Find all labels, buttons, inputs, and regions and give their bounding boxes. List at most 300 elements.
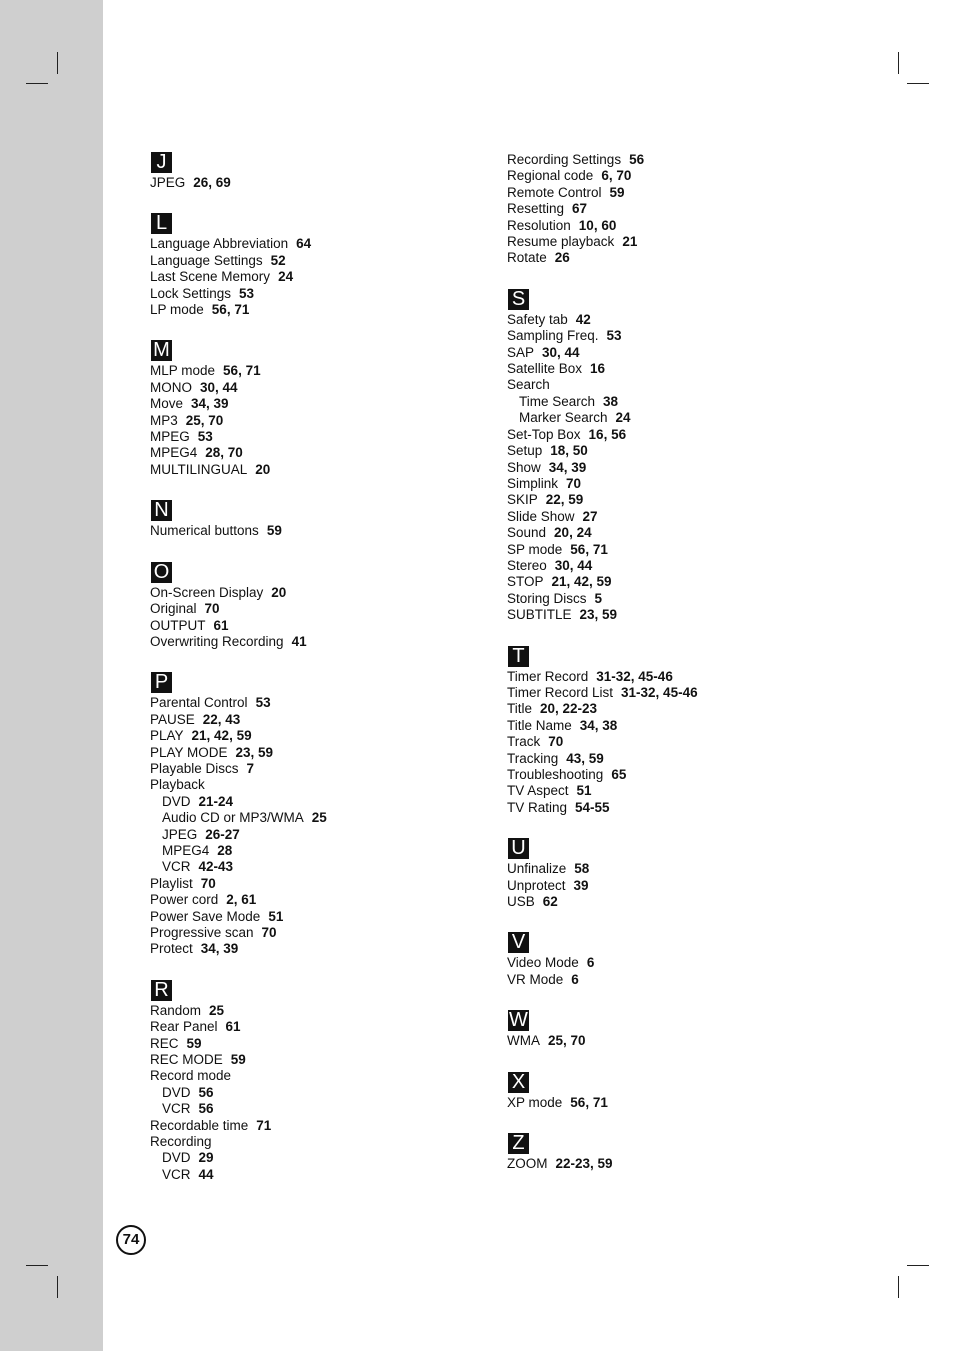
entry-term: Protect [150, 941, 193, 957]
entry-pages: 42-43 [198, 859, 234, 875]
entry-pages: 20, 24 [554, 525, 592, 541]
index-entry [150, 1019, 480, 1035]
entry-term: Search [507, 377, 550, 393]
index-entry [150, 302, 480, 318]
crop-mark [57, 1276, 58, 1298]
entry-term: Slide Show [507, 508, 575, 524]
section-letter: W [509, 1009, 528, 1032]
entry-term: Playable Discs [150, 760, 239, 776]
entry-term: Resetting [507, 201, 565, 217]
index-entry [150, 941, 480, 957]
entry-pages: 53 [197, 429, 213, 445]
index-section [507, 932, 837, 988]
index-section [507, 1072, 837, 1111]
index-entry [507, 734, 837, 750]
index-entry [150, 445, 480, 461]
index-entry [507, 751, 837, 767]
entry-term: Playback [150, 777, 205, 793]
entry-term: SAP [507, 344, 535, 360]
entry-pages: 34, 38 [579, 717, 618, 733]
entry-pages: 6 [586, 955, 595, 971]
index-entry [507, 234, 837, 250]
index-entry [507, 800, 837, 816]
index-entry [507, 218, 837, 234]
entry-term: MPEG [150, 429, 190, 445]
index-subentry [150, 859, 480, 875]
entry-term: REC MODE [150, 1052, 223, 1068]
index-entry [507, 783, 837, 799]
index-section [150, 562, 480, 651]
entry-term: OUTPUT [150, 617, 206, 633]
crop-mark [907, 1265, 929, 1266]
index-section [150, 500, 480, 539]
index-section [507, 646, 837, 817]
entry-pages: 65 [611, 767, 627, 782]
entry-term: Show [507, 459, 541, 475]
index-entry [150, 396, 480, 412]
crop-mark [898, 52, 899, 74]
entry-pages: 22-23, 59 [555, 1156, 613, 1172]
section-letter: O [151, 562, 172, 583]
index-entry [150, 413, 480, 429]
section-letter: Z [508, 1133, 529, 1154]
index-column-left [150, 152, 480, 1183]
section-letter: J [151, 152, 172, 173]
entry-pages: 25, 70 [185, 412, 224, 428]
section-gap [150, 958, 480, 980]
entry-pages: 20, 22-23 [540, 701, 598, 717]
index-entry [507, 152, 837, 168]
entry-pages: 64 [296, 236, 312, 252]
entry-pages: 59 [186, 1035, 202, 1051]
index-entry [150, 286, 480, 302]
entry-term: Timer Record [507, 668, 589, 684]
entry-term: Regional code [507, 168, 594, 184]
entry-term: VCR [162, 859, 191, 875]
entry-pages: 59 [609, 184, 625, 200]
entry-list [150, 236, 480, 318]
index-entry [150, 1052, 480, 1068]
entry-pages: 29 [198, 1150, 214, 1166]
entry-pages: 10, 60 [578, 217, 617, 233]
section-gap [507, 910, 837, 932]
index-section [150, 980, 480, 1183]
entry-pages: 5 [594, 590, 603, 606]
section-gap [507, 1050, 837, 1072]
entry-term: Stereo [507, 557, 547, 573]
entry-term: Track [507, 734, 541, 750]
entry-list [150, 1003, 480, 1183]
entry-term: Lock Settings [150, 285, 232, 301]
index-entry [150, 380, 480, 396]
index-subentry [150, 1167, 480, 1183]
index-entry [507, 492, 837, 508]
entry-pages: 7 [246, 760, 255, 776]
index-section [507, 1133, 837, 1172]
entry-term: Power Save Mode [150, 908, 261, 924]
entry-pages: 25, 70 [548, 1033, 586, 1049]
index-entry [150, 892, 480, 908]
section-gap [507, 816, 837, 838]
index-entry [150, 777, 480, 793]
index-entry [507, 509, 837, 525]
index-section [507, 152, 837, 267]
entry-pages: 70 [548, 734, 564, 750]
index-column-right [507, 152, 837, 1172]
index-entry [150, 429, 480, 445]
entry-pages: 6 [571, 971, 579, 987]
entry-pages: 38 [603, 393, 619, 409]
entry-term: MPEG4 [162, 842, 210, 858]
index-entry [507, 542, 837, 558]
index-entry [150, 175, 480, 191]
index-subentry [150, 810, 480, 826]
entry-pages: 56, 71 [211, 302, 250, 318]
entry-term: Progressive scan [150, 925, 254, 940]
entry-pages: 71 [256, 1117, 272, 1133]
entry-pages: 59 [266, 523, 282, 539]
entry-pages: 28, 70 [205, 445, 243, 461]
index-entry [507, 476, 837, 492]
crop-mark [26, 1265, 48, 1266]
entry-term: Troubleshooting [507, 767, 604, 782]
entry-term: Recording Settings [507, 152, 622, 167]
index-entry [507, 1095, 837, 1111]
index-entry [150, 728, 480, 744]
entry-term: Remote Control [507, 184, 602, 200]
entry-pages: 39 [573, 877, 589, 893]
entry-term: Video Mode [507, 955, 579, 971]
entry-term: LP mode [150, 302, 204, 318]
entry-pages: 61 [213, 617, 229, 633]
entry-term: MP3 [150, 412, 178, 428]
entry-pages: 20 [271, 584, 287, 600]
section-letter: T [508, 646, 529, 667]
index-subentry [150, 794, 480, 810]
entry-pages: 61 [225, 1019, 241, 1035]
index-entry [507, 250, 837, 266]
entry-pages: 70 [566, 475, 582, 491]
index-entry [150, 523, 480, 539]
entry-term: Timer Record List [507, 684, 614, 700]
index-entry [150, 585, 480, 601]
index-subentry [507, 410, 837, 426]
section-letter: P [151, 672, 172, 693]
entry-pages: 18, 50 [550, 443, 588, 459]
index-entry [507, 185, 837, 201]
entry-pages: 41 [291, 633, 307, 649]
entry-term: Recordable time [150, 1117, 249, 1133]
index-entry [507, 312, 837, 328]
entry-pages: 26 [554, 250, 570, 266]
entry-list [507, 955, 837, 988]
section-gap [507, 624, 837, 646]
entry-term: DVD [162, 793, 191, 809]
section-letter: N [151, 500, 172, 521]
entry-term: Random [150, 1002, 202, 1018]
index-entry [507, 361, 837, 377]
index-entry [507, 574, 837, 590]
section-gap [150, 191, 480, 213]
index-entry [507, 443, 837, 459]
entry-term: USB [507, 894, 535, 910]
index-subentry [150, 1150, 480, 1166]
entry-term: Move [150, 396, 184, 412]
section-letter: X [508, 1072, 529, 1093]
entry-term: Marker Search [519, 410, 608, 426]
entry-term: Tracking [507, 750, 559, 766]
entry-pages: 27 [582, 508, 598, 524]
entry-term: Setup [507, 443, 543, 459]
index-subentry [150, 827, 480, 843]
entry-pages: 25 [311, 810, 327, 826]
entry-pages: 25 [209, 1002, 225, 1018]
entry-term: DVD [162, 1150, 191, 1166]
crop-mark [26, 83, 48, 84]
entry-term: Language Abbreviation [150, 236, 289, 252]
entry-pages: 22, 43 [202, 711, 241, 727]
entry-term: Audio CD or MP3/WMA [162, 810, 304, 826]
index-entry [507, 972, 837, 988]
entry-pages: 51 [576, 783, 592, 799]
entry-term: Parental Control [150, 695, 248, 711]
section-letter: R [151, 980, 172, 1001]
entry-term: MPEG4 [150, 445, 198, 461]
entry-term: Playlist [150, 875, 193, 891]
index-subentry [150, 1101, 480, 1117]
index-section [507, 838, 837, 910]
section-gap [150, 650, 480, 672]
entry-pages: 20 [255, 461, 271, 477]
entry-term: Overwriting Recording [150, 633, 284, 649]
entry-term: ZOOM [507, 1156, 548, 1172]
index-entry [507, 460, 837, 476]
entry-list [507, 1033, 837, 1049]
entry-term: Sound [507, 525, 547, 541]
entry-pages: 54-55 [575, 799, 610, 815]
entry-term: Unprotect [507, 877, 566, 893]
entry-term: PAUSE [150, 711, 195, 727]
entry-term: SP mode [507, 541, 563, 557]
index-entry [507, 685, 837, 701]
entry-term: TV Aspect [507, 783, 569, 799]
entry-pages: 23, 59 [235, 744, 274, 760]
entry-pages: 31-32, 45-46 [596, 668, 673, 684]
entry-pages: 70 [204, 601, 220, 617]
entry-list [150, 695, 480, 958]
section-gap [150, 318, 480, 340]
entry-term: SUBTITLE [507, 607, 572, 623]
entry-pages: 51 [268, 908, 284, 924]
entry-pages: 56 [198, 1101, 214, 1117]
entry-pages: 56, 71 [570, 1094, 608, 1110]
index-entry [150, 876, 480, 892]
entry-pages: 24 [278, 269, 294, 285]
index-entry [507, 377, 837, 393]
crop-mark [57, 52, 58, 74]
index-entry [507, 767, 837, 783]
entry-pages: 53 [606, 328, 622, 344]
entry-term: Sampling Freq. [507, 328, 599, 344]
index-entry [150, 1134, 480, 1150]
entry-list [507, 861, 837, 910]
index-entry [507, 525, 837, 541]
entry-pages: 21 [622, 234, 638, 250]
entry-pages: 34, 39 [191, 396, 229, 412]
index-entry [150, 618, 480, 634]
entry-term: Title [507, 701, 533, 717]
entry-pages: 2, 61 [226, 892, 257, 908]
entry-pages: 62 [542, 894, 558, 910]
index-entry [507, 201, 837, 217]
entry-pages: 16, 56 [588, 426, 627, 442]
index-entry [150, 1118, 480, 1134]
entry-pages: 21, 42, 59 [551, 574, 612, 590]
section-letter: U [508, 838, 529, 859]
index-entry [507, 894, 837, 910]
index-entry [150, 712, 480, 728]
index-entry [150, 236, 480, 252]
index-subentry [507, 394, 837, 410]
entry-pages: 28 [217, 842, 233, 858]
entry-pages: 34, 39 [548, 459, 587, 475]
index-entry [150, 761, 480, 777]
entry-list [507, 669, 837, 817]
index-entry [507, 701, 837, 717]
entry-term: PLAY MODE [150, 744, 228, 760]
entry-pages: 67 [572, 201, 588, 217]
entry-pages: 30, 44 [200, 379, 238, 395]
entry-term: Storing Discs [507, 590, 587, 606]
entry-pages: 52 [270, 252, 286, 268]
section-gap [150, 478, 480, 500]
entry-term: Resolution [507, 217, 571, 233]
index-entry [150, 1068, 480, 1084]
index-entry [507, 1156, 837, 1172]
section-letter: V [508, 932, 529, 953]
entry-pages: 21-24 [198, 793, 234, 809]
index-entry [507, 718, 837, 734]
entry-term: Set-Top Box [507, 426, 581, 442]
entry-term: Safety tab [507, 311, 568, 327]
entry-pages: 24 [615, 410, 631, 426]
entry-term: Language Settings [150, 252, 263, 268]
index-entry [507, 878, 837, 894]
entry-list [150, 585, 480, 651]
index-entry [507, 1033, 837, 1049]
entry-term: VCR [162, 1101, 191, 1117]
crop-mark [898, 1276, 899, 1298]
section-gap [150, 540, 480, 562]
index-section [150, 213, 480, 318]
index-entry [507, 328, 837, 344]
entry-term: Time Search [519, 393, 596, 409]
index-subentry [150, 1085, 480, 1101]
entry-pages: 53 [255, 695, 271, 711]
entry-list [507, 1156, 837, 1172]
entry-term: Original [150, 601, 197, 617]
index-entry [507, 168, 837, 184]
entry-term: Satellite Box [507, 361, 583, 377]
entry-pages: 56, 71 [570, 541, 608, 557]
index-entry [507, 669, 837, 685]
entry-term: Rear Panel [150, 1019, 218, 1035]
entry-pages: 56, 71 [223, 363, 261, 379]
entry-pages: 56 [198, 1084, 214, 1100]
entry-term: Title Name [507, 717, 572, 733]
index-subentry [150, 843, 480, 859]
page-margin-band [0, 0, 103, 1351]
crop-mark [907, 83, 929, 84]
entry-term: STOP [507, 574, 544, 590]
index-entry [150, 601, 480, 617]
index-entry [150, 363, 480, 379]
entry-term: Power cord [150, 892, 219, 908]
entry-pages: 30, 44 [542, 344, 580, 360]
entry-pages: 70 [200, 875, 216, 891]
index-entry [150, 745, 480, 761]
index-section [507, 1010, 837, 1049]
entry-list [150, 175, 480, 191]
section-gap [507, 988, 837, 1010]
entry-list [507, 152, 837, 267]
entry-term: PLAY [150, 728, 184, 744]
section-gap [507, 1111, 837, 1133]
entry-pages: 22, 59 [545, 492, 584, 508]
entry-term: VCR [162, 1166, 191, 1182]
entry-pages: 70 [261, 925, 277, 940]
entry-list [150, 523, 480, 539]
entry-term: Unfinalize [507, 861, 567, 877]
entry-term: REC [150, 1035, 179, 1051]
index-entry [507, 558, 837, 574]
entry-term: XP mode [507, 1094, 563, 1110]
section-letter: S [508, 289, 529, 310]
index-entry [507, 427, 837, 443]
index-entry [150, 909, 480, 925]
index-entry [507, 607, 837, 623]
section-letter: M [151, 340, 172, 361]
entry-pages: 43, 59 [566, 750, 604, 766]
entry-term: JPEG [150, 175, 186, 190]
entry-term: WMA [507, 1033, 540, 1049]
entry-pages: 16 [590, 361, 606, 377]
entry-pages: 26, 69 [193, 175, 231, 190]
entry-list [507, 312, 837, 624]
entry-term: Record mode [150, 1068, 232, 1084]
entry-term: VR Mode [507, 971, 564, 987]
entry-pages: 53 [239, 285, 255, 301]
index-entry [507, 591, 837, 607]
entry-pages: 26-27 [205, 826, 240, 842]
entry-term: MLP mode [150, 363, 216, 379]
entry-term: Rotate [507, 250, 547, 266]
index-entry [150, 253, 480, 269]
entry-list [150, 363, 480, 478]
entry-term: On-Screen Display [150, 584, 264, 600]
entry-term: DVD [162, 1084, 191, 1100]
index-entry [150, 269, 480, 285]
page-number: 74 [116, 1225, 146, 1255]
index-entry [507, 955, 837, 971]
entry-term: SKIP [507, 492, 538, 508]
index-entry [150, 462, 480, 478]
index-section [507, 289, 837, 624]
entry-term: JPEG [162, 826, 198, 842]
entry-pages: 42 [575, 311, 591, 327]
index-entry [150, 1003, 480, 1019]
entry-pages: 44 [198, 1166, 214, 1182]
